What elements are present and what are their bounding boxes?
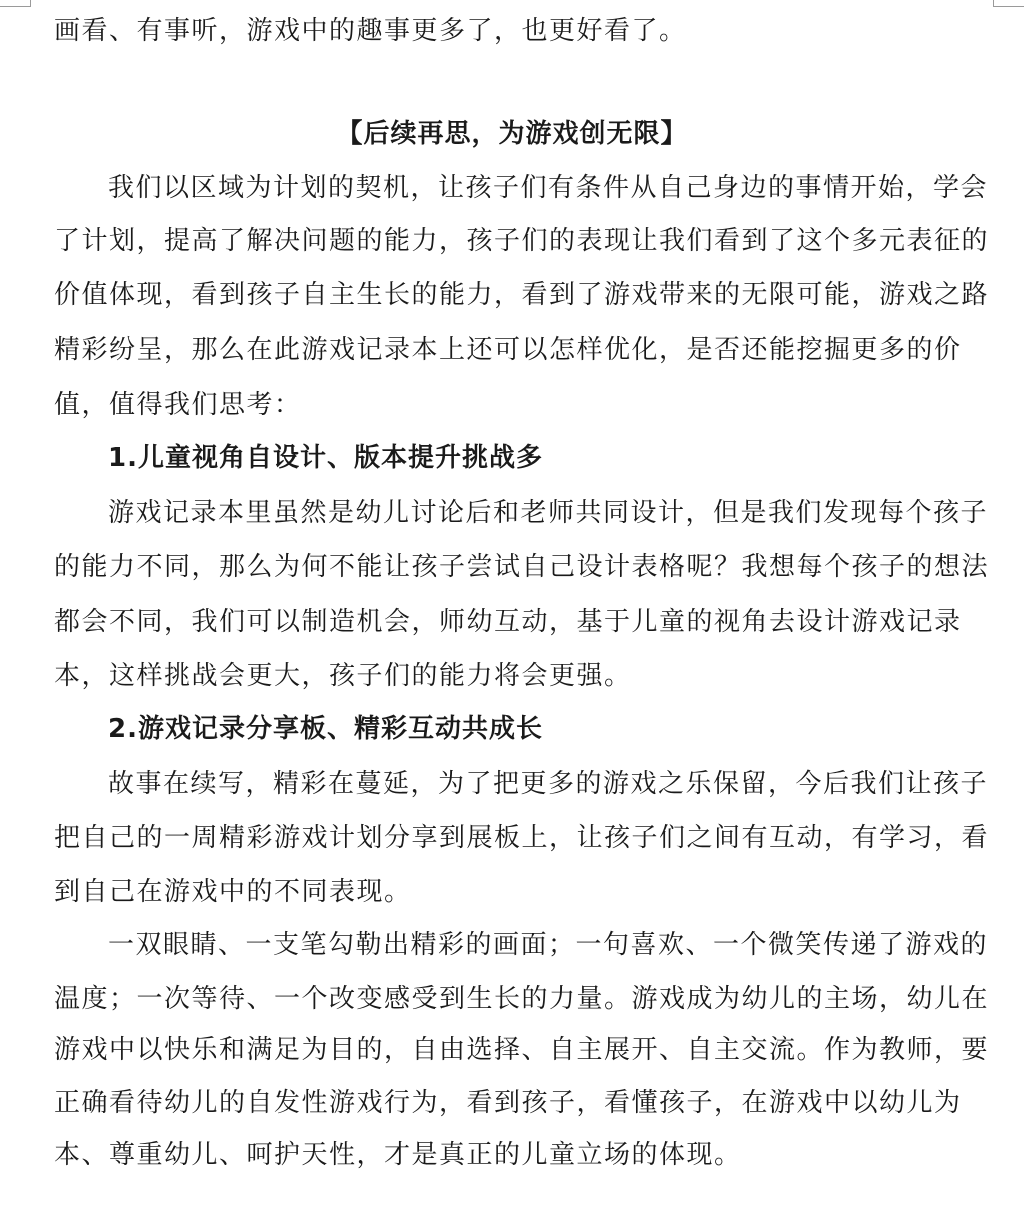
paragraph-line: 的能力不同，那么为何不能让孩子尝试自己设计表格呢？我想每个孩子的想法 bbox=[54, 552, 990, 582]
paragraph-line: 游戏记录本里虽然是幼儿讨论后和老师共同设计，但是我们发现每个孩子 bbox=[108, 498, 989, 528]
paragraph-line: 值，值得我们思考： bbox=[54, 390, 302, 420]
paragraph-line: 游戏中以快乐和满足为目的，自由选择、自主展开、自主交流。作为教师，要 bbox=[54, 1035, 990, 1065]
paragraph-line: 本、尊重幼儿、呵护天性，才是真正的儿童立场的体现。 bbox=[54, 1140, 742, 1170]
paragraph-line: 正确看待幼儿的自发性游戏行为，看到孩子，看懂孩子，在游戏中以幼儿为 bbox=[54, 1088, 962, 1118]
paragraph-line: 本，这样挑战会更大，孩子们的能力将会更强。 bbox=[54, 661, 632, 691]
paragraph-line: 温度；一次等待、一个改变感受到生长的力量。游戏成为幼儿的主场，幼儿在 bbox=[54, 984, 990, 1014]
paragraph-line: 精彩纷呈，那么在此游戏记录本上还可以怎样优化，是否还能挖掘更多的价 bbox=[54, 335, 962, 365]
section-title: 【后续再思，为游戏创无限】 bbox=[336, 119, 688, 149]
paragraph-line: 一双眼睛、一支笔勾勒出精彩的画面；一句喜欢、一个微笑传递了游戏的 bbox=[108, 930, 989, 960]
paragraph-line: 到自己在游戏中的不同表现。 bbox=[54, 877, 412, 907]
paragraph-line: 了计划，提高了解决问题的能力，孩子们的表现让我们看到了这个多元表征的 bbox=[54, 226, 990, 256]
crop-mark-right bbox=[993, 0, 1024, 7]
subheading: 2.游戏记录分享板、精彩互动共成长 bbox=[108, 714, 543, 744]
subheading: 1.儿童视角自设计、版本提升挑战多 bbox=[108, 443, 543, 473]
paragraph-line: 都会不同，我们可以制造机会，师幼互动，基于儿童的视角去设计游戏记录 bbox=[54, 607, 962, 637]
paragraph-line: 我们以区域为计划的契机，让孩子们有条件从自己身边的事情开始，学会 bbox=[108, 173, 989, 203]
crop-mark-left bbox=[0, 0, 31, 7]
paragraph-line: 价值体现，看到孩子自主生长的能力，看到了游戏带来的无限可能，游戏之路 bbox=[54, 280, 990, 310]
paragraph-line: 把自己的一周精彩游戏计划分享到展板上，让孩子们之间有互动，有学习，看 bbox=[54, 823, 990, 853]
paragraph-line: 故事在续写，精彩在蔓延，为了把更多的游戏之乐保留，今后我们让孩子 bbox=[108, 769, 989, 799]
continuation-line: 画看、有事听，游戏中的趣事更多了，也更好看了。 bbox=[54, 16, 687, 46]
